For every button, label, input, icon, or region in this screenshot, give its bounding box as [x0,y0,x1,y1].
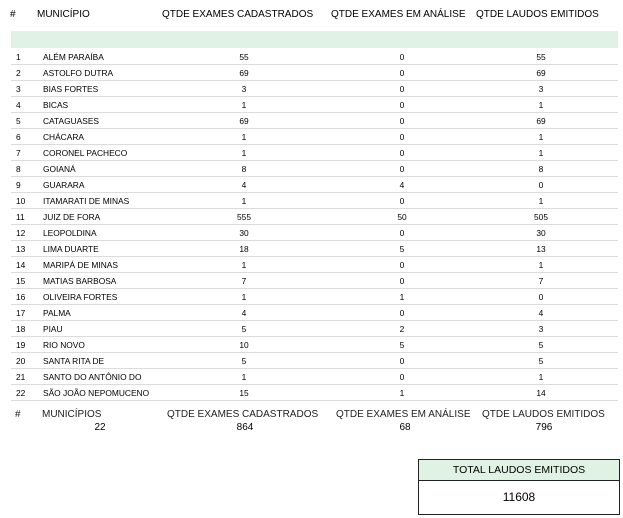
table-row [11,96,618,113]
row-exames-em-analise: 50 [397,212,407,222]
row-municipio: GOIANÁ [43,164,76,174]
table-row [11,208,618,225]
summary-laudos-label: QTDE LAUDOS EMITIDOS [482,409,605,420]
row-laudos-emitidos: 505 [534,212,548,222]
row-exames-cadastrados: 8 [241,164,247,174]
row-municipio: ASTOLFO DUTRA [43,68,114,78]
row-municipio: PALMA [43,308,71,318]
table-row [11,320,618,337]
row-index: 18 [16,324,26,334]
row-laudos-emitidos: 14 [536,388,546,398]
row-index: 16 [16,292,26,302]
row-municipio: BICAS [43,100,69,110]
row-exames-em-analise: 0 [399,132,405,142]
row-municipio: JUIZ DE FORA [43,212,101,222]
row-exames-em-analise: 0 [399,308,405,318]
row-index: 1 [16,52,21,62]
summary-municipios-label: MUNICÍPIOS [42,409,102,420]
total-laudos-box [418,459,620,515]
row-laudos-emitidos: 1 [538,372,544,382]
row-index: 20 [16,356,26,366]
row-index: 17 [16,308,26,318]
row-municipio: PIAU [43,324,63,334]
row-laudos-emitidos: 30 [536,228,546,238]
row-exames-cadastrados: 3 [241,84,247,94]
row-laudos-emitidos: 7 [538,276,544,286]
row-exames-em-analise: 0 [399,52,405,62]
table-row [11,240,618,257]
row-index: 6 [16,132,21,142]
header-exames-cadastrados: QTDE EXAMES CADASTRADOS [162,9,314,20]
row-exames-cadastrados: 1 [241,292,247,302]
row-exames-cadastrados: 7 [241,276,247,286]
header-index: # [10,9,16,20]
row-index: 21 [16,372,26,382]
table-row [11,336,618,353]
summary-cadastrados-label: QTDE EXAMES CADASTRADOS [167,409,319,420]
summary-analise-value: 68 [399,422,411,433]
row-exames-em-analise: 0 [399,196,405,206]
table-row [11,48,618,65]
table-row [11,128,618,145]
row-municipio: MARIPÁ DE MINAS [43,260,118,270]
row-laudos-emitidos: 1 [538,132,544,142]
row-exames-em-analise: 5 [399,244,405,254]
row-index: 9 [16,180,21,190]
row-laudos-emitidos: 0 [538,292,544,302]
table-row [11,112,618,129]
row-laudos-emitidos: 3 [538,324,544,334]
header-exames-em-analise: QTDE EXAMES EM ANÁLISE [331,9,466,20]
row-exames-cadastrados: 18 [239,244,249,254]
row-exames-cadastrados: 1 [241,372,247,382]
row-index: 11 [16,212,25,222]
row-laudos-emitidos: 1 [538,196,544,206]
row-exames-em-analise: 0 [399,164,405,174]
row-exames-cadastrados: 10 [239,340,249,350]
row-laudos-emitidos: 3 [538,84,544,94]
row-exames-cadastrados: 15 [239,388,249,398]
row-laudos-emitidos: 69 [536,68,546,78]
row-laudos-emitidos: 5 [538,340,544,350]
row-laudos-emitidos: 5 [538,356,544,366]
header-municipio: MUNICÍPIO [37,9,90,20]
row-municipio: SANTO DO ANTÔNIO DO [43,372,142,382]
row-exames-cadastrados: 1 [241,148,247,158]
row-laudos-emitidos: 8 [538,164,544,174]
row-laudos-emitidos: 13 [536,244,546,254]
row-index: 12 [16,228,26,238]
table-row [11,160,618,177]
total-laudos-value: 11608 [502,490,536,504]
row-exames-em-analise: 1 [399,388,405,398]
row-index: 13 [16,244,26,254]
row-exames-em-analise: 5 [399,340,405,350]
row-municipio: LEOPOLDINA [43,228,97,238]
row-exames-em-analise: 0 [399,68,405,78]
table-row [11,64,618,81]
row-municipio: SÃO JOÃO NEPOMUCENO [43,388,150,398]
row-laudos-emitidos: 0 [538,180,544,190]
table-row [11,368,618,385]
row-index: 8 [16,164,21,174]
table-row [11,288,618,305]
row-exames-cadastrados: 4 [241,308,247,318]
row-exames-em-analise: 2 [399,324,405,334]
row-exames-cadastrados: 1 [241,260,247,270]
row-index: 19 [16,340,26,350]
row-exames-cadastrados: 1 [241,196,247,206]
row-laudos-emitidos: 1 [538,148,544,158]
row-index: 2 [16,68,21,78]
table-row [11,176,618,193]
row-exames-em-analise: 0 [399,356,405,366]
row-index: 4 [16,100,21,110]
row-exames-cadastrados: 5 [241,356,247,366]
row-index: 5 [16,116,21,126]
table-row [11,384,618,401]
header-laudos-emitidos: QTDE LAUDOS EMITIDOS [476,9,599,20]
row-laudos-emitidos: 69 [536,116,546,126]
summary-laudos-value: 796 [535,422,553,433]
table-row [11,272,618,289]
summary-municipios-value: 22 [94,422,106,433]
row-index: 15 [16,276,26,286]
total-laudos-label: TOTAL LAUDOS EMITIDOS [419,460,619,481]
row-index: 14 [16,260,26,270]
row-municipio: SANTA RITA DE [43,356,105,366]
row-exames-em-analise: 0 [399,84,405,94]
summary-analise-label: QTDE EXAMES EM ANÁLISE [336,409,471,420]
row-exames-em-analise: 0 [399,116,405,126]
row-exames-em-analise: 4 [399,180,405,190]
row-exames-cadastrados: 1 [241,132,247,142]
row-exames-cadastrados: 5 [241,324,247,334]
row-exames-cadastrados: 55 [239,52,249,62]
row-laudos-emitidos: 55 [536,52,546,62]
row-municipio: GUARARA [43,180,85,190]
row-municipio: RIO NOVO [43,340,85,350]
row-municipio: CHÁCARA [43,132,84,142]
table-row [11,304,618,321]
row-municipio: BIAS FORTES [43,84,99,94]
table-row [11,192,618,209]
row-laudos-emitidos: 4 [538,308,544,318]
row-exames-em-analise: 0 [399,372,405,382]
row-exames-cadastrados: 4 [241,180,247,190]
row-exames-cadastrados: 69 [239,68,249,78]
row-exames-cadastrados: 555 [237,212,251,222]
row-exames-em-analise: 1 [399,292,405,302]
row-laudos-emitidos: 1 [538,260,544,270]
row-index: 10 [16,196,26,206]
row-index: 22 [16,388,26,398]
row-municipio: OLIVEIRA FORTES [43,292,118,302]
row-exames-cadastrados: 30 [239,228,249,238]
row-exames-em-analise: 0 [399,276,405,286]
summary-index-label: # [15,409,21,420]
table-row [11,224,618,241]
row-municipio: ALÉM PARAÍBA [43,52,104,62]
row-exames-em-analise: 0 [399,260,405,270]
row-laudos-emitidos: 1 [538,100,544,110]
row-exames-em-analise: 0 [399,148,405,158]
summary-cadastrados-value: 864 [236,422,254,433]
table-header-band [11,31,618,48]
table-row [11,80,618,97]
row-index: 7 [16,148,21,158]
row-exames-em-analise: 0 [399,100,405,110]
row-municipio: MATIAS BARBOSA [43,276,117,286]
row-municipio: CATAGUASES [43,116,99,126]
row-exames-cadastrados: 1 [241,100,247,110]
row-index: 3 [16,84,21,94]
table-row [11,352,618,369]
row-municipio: ITAMARATI DE MINAS [43,196,130,206]
row-exames-cadastrados: 69 [239,116,249,126]
row-exames-em-analise: 0 [399,228,405,238]
row-municipio: LIMA DUARTE [43,244,99,254]
row-municipio: CORONEL PACHECO [43,148,128,158]
table-row [11,144,618,161]
table-row [11,256,618,273]
